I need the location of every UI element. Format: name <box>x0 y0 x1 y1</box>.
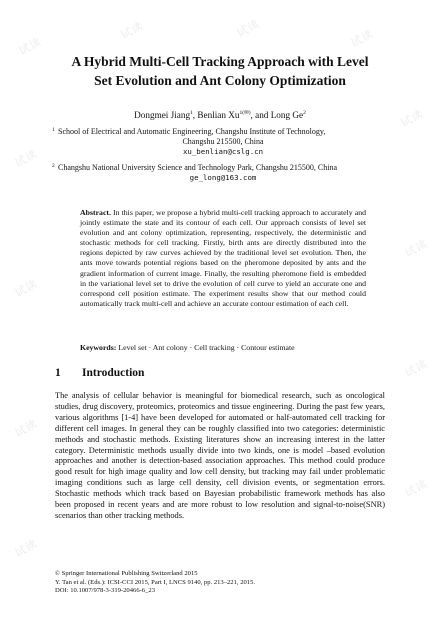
affiliation-line: Changshu 215500, China <box>182 137 264 147</box>
author-name: Long Ge <box>270 110 304 121</box>
citation-line: Y. Tan et al. (Eds.): ICSI-CCI 2015, Part I, LNCS 9140, pp. 213–221, 2015. <box>55 578 256 586</box>
section-number: 1 <box>55 367 61 379</box>
watermark: 试读 <box>12 147 40 170</box>
affiliation-mark: 1 <box>190 110 193 116</box>
author-separator: , and <box>250 110 271 121</box>
affiliation-number: 1 <box>52 127 55 133</box>
author-name: Dongmei Jiang <box>134 110 191 121</box>
abstract-label: Abstract. <box>80 208 111 217</box>
section-heading <box>55 367 144 379</box>
watermark: 试读 <box>398 107 426 130</box>
keywords-label: Keywords: <box>80 343 117 352</box>
watermark: 试读 <box>16 35 44 58</box>
author-name: Benlian Xu <box>197 110 240 121</box>
affiliation-email: xu_benlian@cslg.cn <box>182 147 264 157</box>
watermark: 试读 <box>12 417 40 440</box>
author-separator: , <box>192 110 198 121</box>
affiliation-line: School of Electrical and Automatic Engineering, Changshu Institute of Technology, <box>58 127 326 136</box>
introduction-paragraph: The analysis of cellular behavior is meaningful for biomedical research, such as oncological studies, drug discovery, proteomics, proteomics and tissue engineering. During the past few years, various algorithms [1-4] have been developed for automated or half-automated cell tracking for different cell images. In general they can be roughly classified into two categories: deterministic methods and stochastic methods. Existing literatures show an increasing interest in the latter category. Deterministic methods usually divide into two kinds, one is model –based evolution approaches and another is detection-based association approaches. This method could produce good result for high image quality and low cell density, but tracking may fail under problematic imaging conditions such as large cell density, cell division events, or segmentation errors. Stochastic methods which track based on Bayesian probabilistic framework methods has also been proposed in recent years and are more robust to low resolution and signal-to-noise(SNR) scenarios than other tracking methods. <box>55 391 385 520</box>
doi-line: DOI: 10.1007/978-3-319-20466-6_23 <box>55 587 155 594</box>
title-line-2: Set Evolution and Ant Colony Optimization <box>94 73 346 88</box>
watermark: 试读 <box>402 477 430 500</box>
abstract-text: In this paper, we propose a hybrid multi-cell tracking approach to accurately and jointly estimate the state and its contour of each cell. Our approach consists of level set evolution and ant colony optimization, representing, respectively, the deterministic and stochastic methods for cell tracking. Firstly, birth ants are directly distributed into the regions depicted by raw curves achieved by the traditional level set evolution. Then, the ants move towards potential regions based on the pheromone deposited by ants and the gradient information of current image. Finally, the resulting pheromone field is embedded in the variational level set to drive the evolution of cell curve to yield an accurate one and correspond cell position estimate. The experiment results show that our method could automatically track multi-cell and achieve an accurate contour estimation of each cell. <box>80 208 366 308</box>
watermark: 试读 <box>402 237 430 260</box>
affiliation-1 <box>52 127 388 158</box>
watermark: 试读 <box>234 17 262 40</box>
watermark: 试读 <box>118 19 146 42</box>
watermark: 试读 <box>348 27 376 50</box>
keywords <box>80 343 366 352</box>
watermark: 试读 <box>12 537 40 560</box>
abstract <box>80 208 366 309</box>
section-title: Introduction <box>82 367 145 379</box>
watermark: 试读 <box>12 277 40 300</box>
affiliation-mark: 1(✉) <box>239 110 251 116</box>
paper-title <box>40 52 400 90</box>
affiliation-email: ge_long@163.com <box>189 173 257 183</box>
affiliation-2 <box>52 163 388 183</box>
affiliation-mark: 2 <box>303 110 306 116</box>
affiliation-line: Changshu National University Science and Technology Park, Changshu 215500, China <box>58 163 338 172</box>
keywords-text: Level set · Ant colony · Cell tracking · Contour estimate <box>116 343 295 352</box>
copyright-line: © Springer International Publishing Switzerland 2015 <box>55 570 198 577</box>
publication-footer <box>55 570 385 596</box>
watermark: 试读 <box>402 357 430 380</box>
affiliation-number: 2 <box>52 163 55 169</box>
title-line-1: A Hybrid Multi-Cell Tracking Approach with Level <box>71 54 369 69</box>
author-list <box>40 110 400 120</box>
